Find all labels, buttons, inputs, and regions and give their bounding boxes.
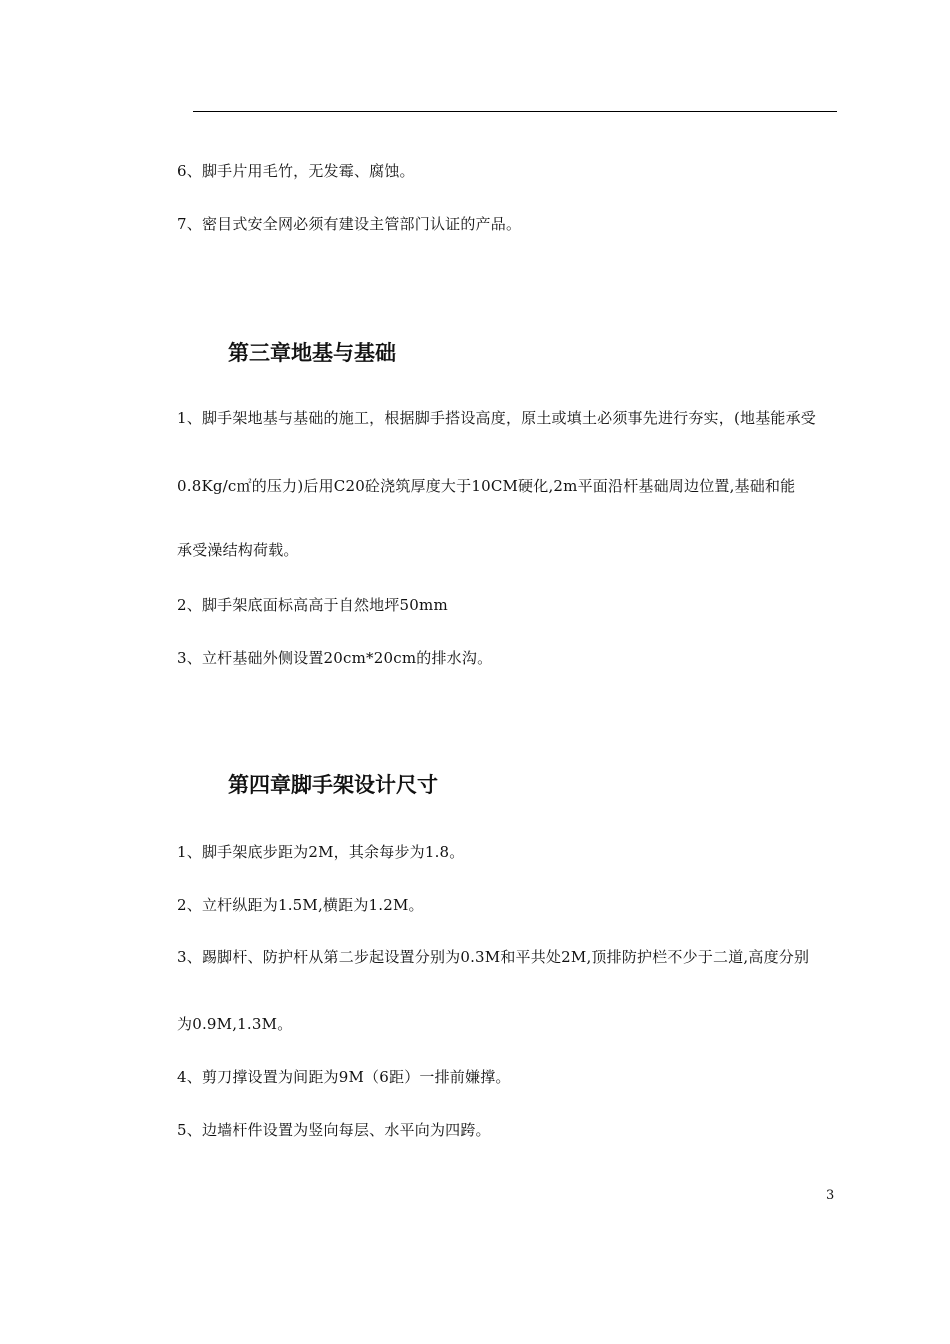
- chapter3-line-2: 0.8Kg/c㎡的压力)后用C20砼浇筑厚度大于10CM硬化,2m平面沿杆基础周边位置,基础和能: [177, 477, 796, 495]
- list-item-7: 7、密目式安全网必须有建设主管部门认证的产品。: [177, 215, 522, 233]
- chapter4-title: 第四章脚手架设计尺寸: [228, 773, 438, 797]
- chapter3-line-3: 承受澡结构荷载。: [177, 541, 299, 559]
- chapter4-line-5: 4、剪刀撑设置为间距为9M（6距）一排前嫌撑。: [177, 1068, 511, 1086]
- list-item-6: 6、脚手片用毛竹，无发霉、腐蚀。: [177, 162, 415, 180]
- chapter3-title: 第三章地基与基础: [228, 341, 396, 365]
- chapter4-line-2: 2、立杆纵距为1.5M,横距为1.2M。: [177, 896, 424, 914]
- chapter4-line-4: 为0.9M,1.3M。: [177, 1015, 293, 1033]
- chapter3-line-5: 3、立杆基础外侧设置20cm*20cm的排水沟。: [177, 649, 493, 667]
- header-rule: [193, 111, 837, 112]
- chapter3-line-1: 1、脚手架地基与基础的施工，根据脚手搭设高度，原土或填土必须事先进行夯实，(地基能承受: [177, 409, 816, 427]
- chapter4-line-1: 1、脚手架底步距为2M，其余每步为1.8。: [177, 843, 465, 861]
- page-number: 3: [826, 1188, 835, 1203]
- chapter4-line-3: 3、踢脚杆、防护杆从第二步起设置分别为0.3M和平共处2M,顶排防护栏不少于二道,高度分别: [177, 948, 810, 966]
- chapter4-line-6: 5、边墙杆件设置为竖向每层、水平向为四跨。: [177, 1121, 491, 1139]
- chapter3-line-4: 2、脚手架底面标高高于自然地坪50mm: [177, 596, 448, 614]
